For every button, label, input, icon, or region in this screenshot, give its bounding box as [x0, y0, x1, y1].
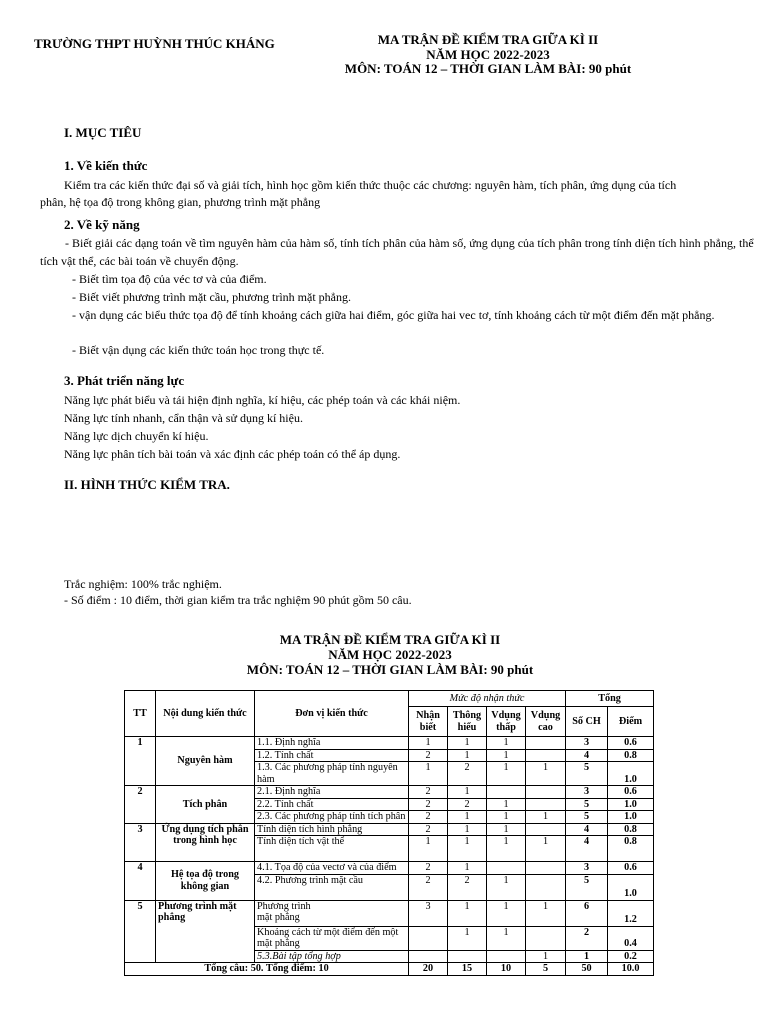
table-row	[125, 862, 654, 875]
topic-number: 3	[125, 823, 156, 862]
total-soch: 50	[566, 963, 608, 976]
matrix-title	[200, 632, 580, 677]
level-3-cell: 1	[487, 836, 526, 862]
total-level-2: 15	[448, 963, 487, 976]
diem-cell: 0.4	[608, 926, 654, 950]
skills-heading: 2. Về kỹ năng	[64, 217, 140, 232]
level-2-cell: 1	[448, 836, 487, 862]
soch-cell: 4	[566, 823, 608, 836]
header-level-2: Thông hiểu	[448, 707, 487, 737]
test-format-line1: Trắc nghiệm: 100% trắc nghiệm.	[64, 577, 222, 591]
unit-cell: 4.2. Phương trình mặt cầu	[255, 874, 409, 900]
level-4-cell: 1	[526, 836, 566, 862]
level-1-cell: 1	[409, 762, 448, 786]
level-2-cell: 1	[448, 900, 487, 926]
topic-number: 1	[125, 737, 156, 786]
level-3-cell: 1	[487, 762, 526, 786]
table-row	[125, 786, 654, 799]
header-total: Tổng	[566, 691, 654, 707]
diem-cell: 1.0	[608, 798, 654, 811]
level-2-cell: 1	[448, 926, 487, 950]
matrix-header-row-1	[125, 691, 654, 707]
topic-number: 5	[125, 900, 156, 963]
topic-name: Tích phân	[156, 786, 255, 824]
level-4-cell	[526, 737, 566, 750]
level-1-cell: 2	[409, 811, 448, 824]
soch-cell: 4	[566, 836, 608, 862]
level-4-cell: 1	[526, 811, 566, 824]
diem-cell: 1.0	[608, 762, 654, 786]
diem-cell: 0.8	[608, 749, 654, 762]
level-1-cell: 2	[409, 862, 448, 875]
level-4-cell: 1	[526, 950, 566, 963]
unit-cell: 5.3.Bài tập tổng hợp	[255, 950, 409, 963]
header-level-4: Vdụng cao	[526, 707, 566, 737]
level-3-cell: 1	[487, 823, 526, 836]
diem-cell: 1.2	[608, 900, 654, 926]
level-1-cell: 1	[409, 737, 448, 750]
unit-cell: Tính diện tích vật thể	[255, 836, 409, 862]
total-level-3: 10	[487, 963, 526, 976]
level-4-cell	[526, 798, 566, 811]
header-diem: Điểm	[608, 707, 654, 737]
level-3-cell: 1	[487, 926, 526, 950]
section2-heading: II. HÌNH THỨC KIỂM TRA.	[64, 477, 230, 492]
level-3-cell: 1	[487, 900, 526, 926]
level-4-cell	[526, 786, 566, 799]
diem-cell: 0.8	[608, 823, 654, 836]
level-2-cell: 1	[448, 811, 487, 824]
unit-cell: Phương trình mặt phẳng	[255, 900, 409, 926]
level-1-cell: 1	[409, 836, 448, 862]
level-2-cell: 2	[448, 874, 487, 900]
competence-heading: 3. Phát triển năng lực	[64, 373, 185, 388]
skills-item-5: - Biết vận dụng các kiến thức toán học trong thực tế.	[72, 343, 325, 357]
level-1-cell: 3	[409, 900, 448, 926]
level-2-cell: 2	[448, 798, 487, 811]
level-4-cell: 1	[526, 762, 566, 786]
unit-cell: 1.3. Các phương pháp tính nguyên hàm	[255, 762, 409, 786]
total-label: Tổng câu: 50. Tổng điểm: 10	[125, 963, 409, 976]
total-level-1: 20	[409, 963, 448, 976]
header-unit: Đơn vị kiến thức	[255, 691, 409, 737]
skills-item-1: - Biết giải các dạng toán về tìm nguyên hàm của hàm số, tính tích phân của hàm số, ứng dụng của tích phân trong tính diện tích hình phẳng, thể tích vật thể, các bài toán về chuyển động.	[40, 236, 754, 268]
table-total-row	[125, 963, 654, 976]
level-3-cell: 1	[487, 798, 526, 811]
header-level-3: Vdụng thấp	[487, 707, 526, 737]
diem-cell: 1.0	[608, 874, 654, 900]
diem-cell: 0.6	[608, 737, 654, 750]
total-level-4: 5	[526, 963, 566, 976]
table-row	[125, 900, 654, 926]
level-2-cell: 2	[448, 762, 487, 786]
unit-cell: Tính diện tích hình phẳng	[255, 823, 409, 836]
soch-cell: 5	[566, 811, 608, 824]
level-1-cell: 2	[409, 874, 448, 900]
level-4-cell	[526, 823, 566, 836]
header-title-line2: NĂM HỌC 2022-2023	[426, 46, 550, 62]
level-1-cell	[409, 926, 448, 950]
unit-cell: 2.3. Các phương pháp tính tích phân	[255, 811, 409, 824]
header-content: Nội dung kiến thức	[156, 691, 255, 737]
level-1-cell: 2	[409, 823, 448, 836]
unit-cell: 4.1. Tọa độ của vectơ và của điểm	[255, 862, 409, 875]
knowledge-text-line1: Kiểm tra các kiến thức đại số và giải tích, hình học gồm kiến thức thuộc các chương: nguyên hàm, tích phân, ứng dụng của tích	[64, 178, 677, 192]
level-1-cell	[409, 950, 448, 963]
level-3-cell: 1	[487, 811, 526, 824]
soch-cell: 5	[566, 798, 608, 811]
soch-cell: 2	[566, 926, 608, 950]
competence-item-2: Năng lực tính nhanh, cẩn thận và sử dụng kí hiệu.	[64, 411, 303, 425]
level-4-cell	[526, 862, 566, 875]
soch-cell: 3	[566, 786, 608, 799]
level-2-cell	[448, 950, 487, 963]
header-title-line1: MA TRẬN ĐỀ KIỂM TRA GIỮA KÌ II	[377, 32, 599, 47]
matrix-title-line2: NĂM HỌC 2022-2023	[328, 647, 452, 662]
header-soch: Số CH	[566, 707, 608, 737]
level-1-cell: 2	[409, 798, 448, 811]
level-2-cell: 1	[448, 786, 487, 799]
header-level: Mức độ nhận thức	[409, 691, 566, 707]
diem-cell: 0.2	[608, 950, 654, 963]
skills-item-3: - Biết viết phương trình mặt cầu, phương trình mặt phẳng.	[72, 290, 351, 304]
soch-cell: 1	[566, 950, 608, 963]
school-name: TRƯỜNG THPT HUỲNH THÚC KHÁNG	[34, 36, 275, 51]
level-1-cell: 2	[409, 786, 448, 799]
header-title-line3: MÔN: TOÁN 12 – THỜI GIAN LÀM BÀI: 90 phút	[344, 61, 632, 76]
topic-name: Hệ tọa độ trong không gian	[156, 862, 255, 901]
unit-cell: Khoảng cách từ một điểm đến một mặt phẳng	[255, 926, 409, 950]
soch-cell: 5	[566, 762, 608, 786]
soch-cell: 4	[566, 749, 608, 762]
diem-cell: 0.8	[608, 836, 654, 862]
level-2-cell: 1	[448, 823, 487, 836]
topic-name: Ứng dụng tích phân trong hình học	[156, 823, 255, 862]
diem-cell: 0.6	[608, 862, 654, 875]
unit-cell: 1.1. Định nghĩa	[255, 737, 409, 750]
unit-cell: 1.2. Tính chất	[255, 749, 409, 762]
matrix-title-line3: MÔN: TOÁN 12 – THỜI GIAN LÀM BÀI: 90 phút	[246, 662, 534, 677]
level-4-cell	[526, 874, 566, 900]
soch-cell: 3	[566, 737, 608, 750]
level-2-cell: 1	[448, 862, 487, 875]
topic-number: 4	[125, 862, 156, 901]
header-level-1: Nhận biết	[409, 707, 448, 737]
level-3-cell: 1	[487, 874, 526, 900]
level-2-cell: 1	[448, 749, 487, 762]
assessment-matrix-table	[124, 690, 654, 976]
section1-heading: I. MỤC TIÊU	[64, 125, 142, 140]
level-3-cell: 1	[487, 737, 526, 750]
topic-name: Nguyên hàm	[156, 737, 255, 786]
unit-cell: 2.2. Tính chất	[255, 798, 409, 811]
soch-cell: 3	[566, 862, 608, 875]
skills-item-2: - Biết tìm tọa độ của véc tơ và của điểm.	[72, 272, 267, 286]
level-4-cell: 1	[526, 900, 566, 926]
diem-cell: 1.0	[608, 811, 654, 824]
level-2-cell: 1	[448, 737, 487, 750]
competence-item-1: Năng lực phát biểu và tái hiện định nghĩa, kí hiệu, các phép toán và các khái niệm.	[64, 393, 461, 407]
test-format-line2: - Số điểm : 10 điểm, thời gian kiểm tra trắc nghiệm 90 phút gồm 50 câu.	[64, 593, 412, 607]
skills-item-4: - vận dụng các biểu thức tọa độ để tính khoảng cách giữa hai điểm, góc giữa hai vec tơ, tính khoảng cách từ một điểm đến mặt phẳng.	[72, 308, 715, 322]
level-3-cell	[487, 950, 526, 963]
level-3-cell: 1	[487, 749, 526, 762]
table-row	[125, 737, 654, 750]
unit-cell: 2.1. Định nghĩa	[255, 786, 409, 799]
soch-cell: 6	[566, 900, 608, 926]
level-1-cell: 2	[409, 749, 448, 762]
competence-item-4: Năng lực phân tích bài toán và xác định các phép toán có thể áp dụng.	[64, 447, 401, 461]
topic-name: Phương trình mặt phẳng	[156, 900, 255, 963]
header-tt: TT	[125, 691, 156, 737]
knowledge-text-line2: phân, hệ tọa độ trong không gian, phương trình mặt phẳng	[40, 195, 321, 209]
matrix-title-line1: MA TRẬN ĐỀ KIỂM TRA GIỮA KÌ II	[279, 632, 501, 647]
table-row	[125, 823, 654, 836]
level-3-cell	[487, 786, 526, 799]
competence-item-3: Năng lực dịch chuyển kí hiệu.	[64, 429, 209, 443]
document-header	[326, 33, 650, 77]
level-4-cell	[526, 749, 566, 762]
topic-number: 2	[125, 786, 156, 824]
soch-cell: 5	[566, 874, 608, 900]
level-4-cell	[526, 926, 566, 950]
diem-cell: 0.6	[608, 786, 654, 799]
level-3-cell	[487, 862, 526, 875]
total-diem: 10.0	[608, 963, 654, 976]
knowledge-heading: 1. Về kiến thức	[64, 158, 148, 173]
